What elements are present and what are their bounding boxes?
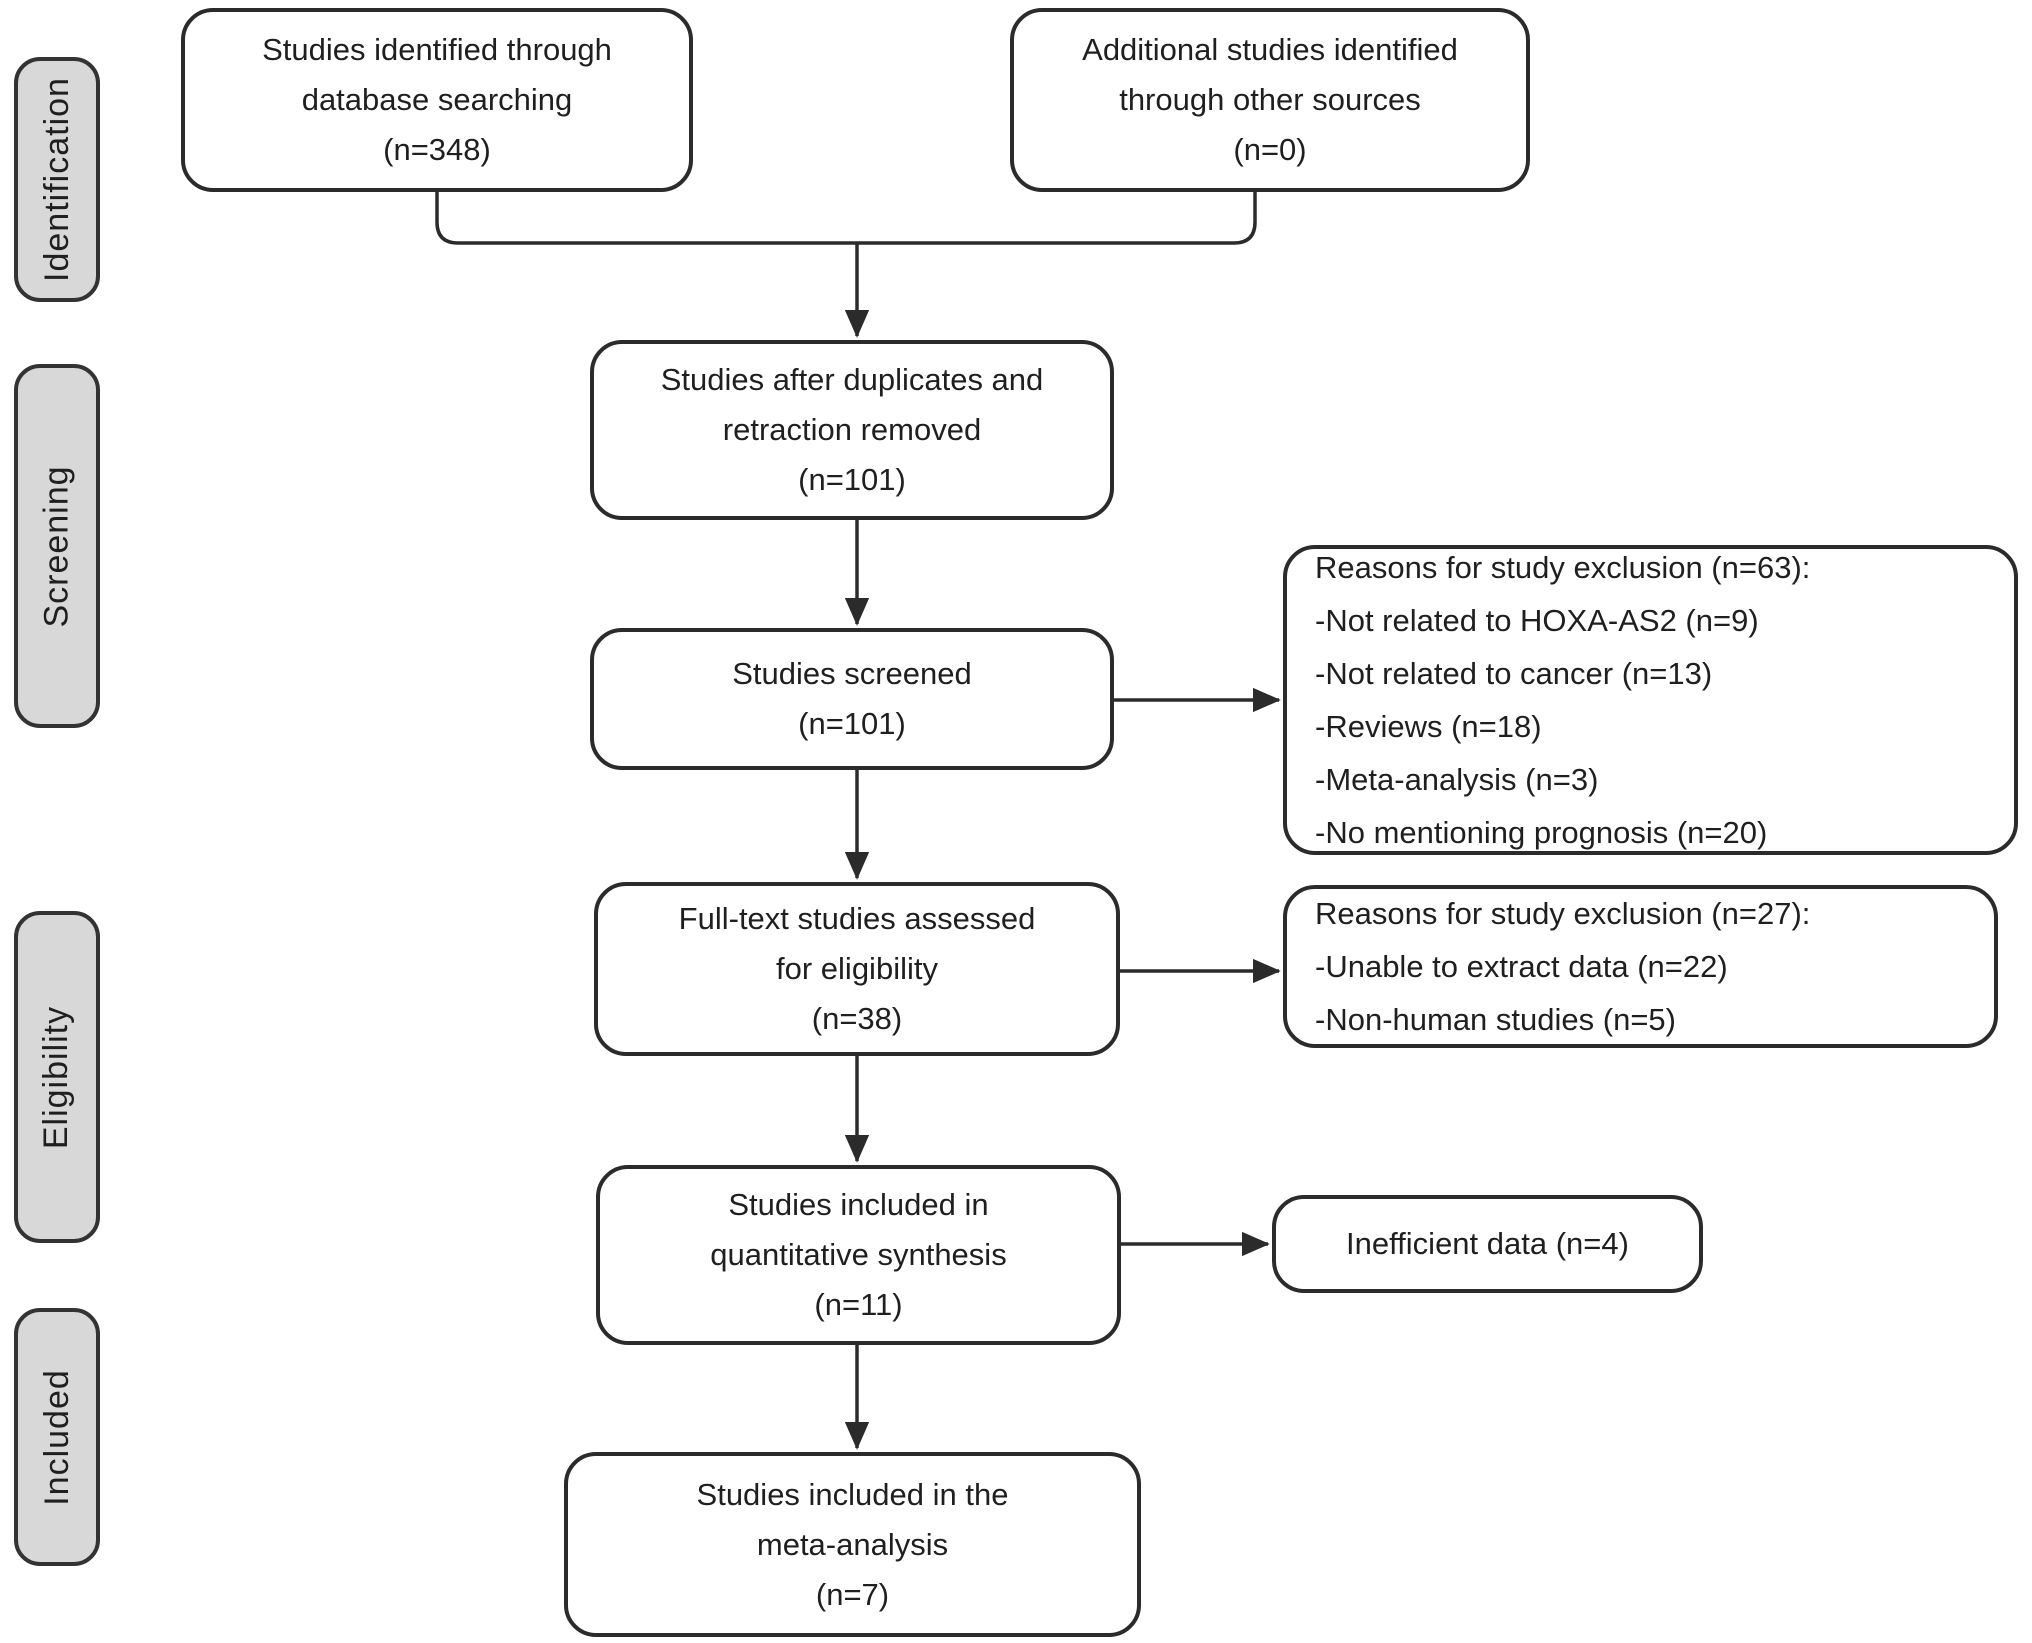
box-fulltext-assessed-line-2: for eligibility: [776, 951, 938, 986]
box-fulltext-assessed: [594, 882, 1120, 1056]
box-studies-screened-count: (n=101): [798, 706, 906, 741]
box-database-searching-line-1: Studies identified through: [262, 32, 612, 67]
exclusion-screening-item-1: -Not related to HOXA-AS2 (n=9): [1315, 603, 1759, 638]
stage-label-screening: [14, 364, 100, 728]
box-fulltext-assessed-count: (n=38): [811, 1001, 903, 1036]
exclusion-screening-item-5: -No mentioning prognosis (n=20): [1315, 815, 1768, 850]
exclusion-eligibility-item-1: -Unable to extract data (n=22): [1315, 949, 1728, 984]
box-quantitative-synthesis-line-1: Studies included in: [728, 1187, 989, 1222]
box-quantitative-synthesis-count: (n=11): [814, 1287, 903, 1322]
box-duplicates-removed-count: (n=101): [798, 462, 906, 497]
box-meta-analysis-line-1: Studies included in the: [696, 1476, 1009, 1512]
stage-label-eligibility-text: Eligibility: [37, 1005, 76, 1149]
box-other-sources-line-1: Additional studies identified: [1082, 32, 1458, 67]
box-duplicates-removed: [590, 340, 1114, 520]
box-quantitative-synthesis-line-2: quantitative synthesis: [710, 1237, 1007, 1272]
box-studies-screened: [590, 628, 1114, 770]
stage-label-included-text: Included: [37, 1368, 76, 1506]
exclusion-screening-title: Reasons for study exclusion (n=63):: [1315, 550, 1811, 585]
box-other-sources-count: (n=0): [1233, 132, 1307, 167]
box-meta-analysis: [564, 1452, 1141, 1637]
connector-merge-top-boxes: [437, 190, 1255, 243]
exclusion-screening-item-4: -Meta-analysis (n=3): [1315, 762, 1599, 797]
box-database-searching-line-2: database searching: [301, 82, 573, 117]
stage-label-identification: [14, 57, 100, 302]
stage-label-included: [14, 1308, 100, 1566]
box-database-searching: [181, 8, 693, 192]
stage-label-identification-text: Identification: [37, 77, 76, 282]
box-exclusion-reasons-eligibility: [1283, 885, 1998, 1048]
stage-label-screening-text: Screening: [37, 464, 76, 628]
box-other-sources-line-2: through other sources: [1119, 82, 1421, 117]
box-meta-analysis-count: (n=7): [815, 1576, 890, 1612]
box-meta-analysis-line-2: meta-analysis: [756, 1526, 949, 1562]
exclusion-screening-item-3: -Reviews (n=18): [1315, 709, 1542, 744]
box-quantitative-synthesis: [596, 1165, 1121, 1345]
exclusion-eligibility-title: Reasons for study exclusion (n=27):: [1315, 896, 1811, 931]
exclusion-screening-item-2: -Not related to cancer (n=13): [1315, 656, 1713, 691]
box-exclusion-reasons-screening: [1283, 545, 2018, 855]
stage-label-eligibility: [14, 911, 100, 1243]
box-database-searching-count: (n=348): [383, 132, 491, 167]
box-studies-screened-line-1: Studies screened: [732, 656, 972, 691]
exclusion-eligibility-item-2: -Non-human studies (n=5): [1315, 1002, 1676, 1037]
box-insufficient-data-text: Inefficient data (n=4): [1346, 1226, 1629, 1261]
box-fulltext-assessed-line-1: Full-text studies assessed: [678, 901, 1036, 936]
box-duplicates-removed-line-1: Studies after duplicates and: [660, 362, 1044, 397]
box-duplicates-removed-line-2: retraction removed: [722, 412, 982, 447]
box-insufficient-data: [1272, 1195, 1703, 1293]
box-other-sources: [1010, 8, 1530, 192]
